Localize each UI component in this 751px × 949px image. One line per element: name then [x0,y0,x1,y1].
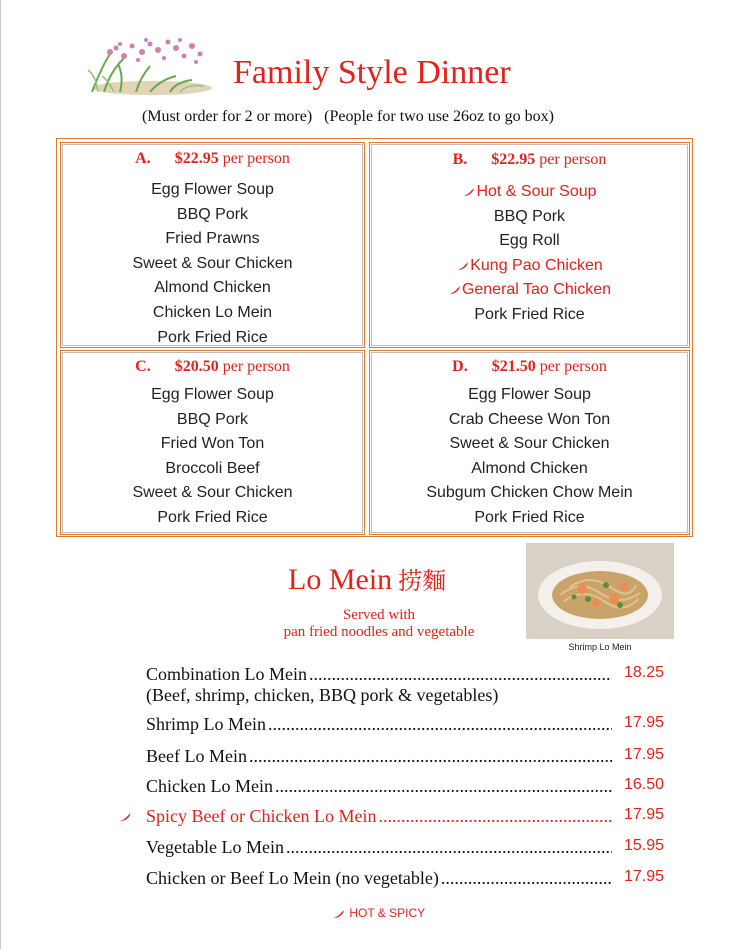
chili-pepper-icon [118,812,132,822]
dinner-item: Sweet & Sour Chicken [132,484,293,502]
menu-item-row [146,776,666,797]
menu-item-row [146,714,666,735]
dinner-item: Hot & Sour Soup [370,180,689,205]
family-dinner-grid [56,138,693,537]
lo-mein-description: Served with pan fried noodles and vegetable [283,607,475,640]
dinner-items [370,180,689,328]
menu-item-row [146,664,666,706]
dinner-item: BBQ Pork [176,205,249,223]
leader-dots [309,664,612,685]
dinner-box-header: B. $22.95 per person [452,151,607,168]
dinner-box-header: D. $21.50 per person [452,358,607,375]
dinner-item: Chicken Lo Mein [152,303,273,321]
dinner-item: Fried Prawns [165,230,260,248]
menu-item-name: Shrimp Lo Mein [146,714,266,734]
chili-pepper-icon [332,909,345,919]
menu-item-note: (Beef, shrimp, chicken, BBQ pork & vegetables) [146,685,499,705]
menu-item-row [146,837,666,858]
dinner-item: Egg Flower Soup [468,386,591,403]
chili-pepper-icon [448,285,461,295]
menu-item-name: Vegetable Lo Mein [146,837,284,857]
dinner-item: Subgum Chicken Chow Mein [426,484,633,502]
menu-item-row [146,868,666,889]
dinner-box-header: A. $22.95 per person [135,150,290,167]
leader-dots [268,714,612,735]
menu-item-price: 16.50 [624,776,665,793]
menu-item-name: Chicken Lo Mein [146,776,273,796]
dinner-item: Sweet & Sour Chicken [132,254,293,272]
dinner-box-d [369,350,690,535]
leader-dots [249,746,612,767]
page-title: Family Style Dinner [233,54,511,91]
photo-caption: Shrimp Lo Mein [568,642,632,652]
dinner-item: Kung Pao Chicken [370,254,689,279]
dinner-item: Almond Chicken [471,459,588,477]
dinner-items [370,383,689,531]
chili-pepper-icon [462,187,475,197]
dinner-item: BBQ Pork [176,410,249,428]
leader-dots [286,837,612,858]
leader-dots [275,776,612,797]
dinner-item: Pork Fried Rice [157,328,268,346]
dinner-item: General Tao Chicken [370,278,689,303]
menu-item-price: 17.95 [624,868,665,885]
dinner-box-a [60,142,365,348]
leader-dots [441,868,612,889]
page-subtitle: (Must order for 2 or more) (People for two use 26oz to go box) [142,108,554,125]
lo-mein-title: Lo Mein 捞麵 [288,563,447,596]
menu-item-price: 18.25 [624,664,665,681]
dinner-item: Pork Fried Rice [474,305,585,323]
menu-item-price: 17.95 [624,806,665,823]
dinner-item: Pork Fried Rice [474,508,585,526]
lo-mein-chinese-title: 捞麵 [398,567,447,595]
dinner-item: Egg Flower Soup [151,386,274,403]
menu-item-name: Chicken or Beef Lo Mein (no vegetable) [146,868,439,888]
dinner-item: Broccoli Beef [165,459,260,477]
dinner-item: Fried Won Ton [160,435,265,453]
menu-item-price: 17.95 [624,714,665,731]
dinner-item: Pork Fried Rice [157,508,268,526]
dinner-item: Almond Chicken [154,279,271,297]
menu-item-name: Spicy Beef or Chicken Lo Mein [146,806,377,826]
dinner-items [61,383,364,531]
dinner-box-header: C. $20.50 per person [135,358,290,375]
dinner-item: Egg Roll [499,232,560,250]
menu-item-price: 15.95 [624,837,665,854]
dinner-box-b [369,142,690,348]
dinner-item: Egg Flower Soup [151,181,274,198]
dinner-item: Crab Cheese Won Ton [448,410,611,428]
menu-item-name: Beef Lo Mein [146,746,247,766]
dinner-items [61,178,364,350]
menu-item-price: 17.95 [624,746,665,763]
page-edge [0,0,1,949]
leader-dots [378,806,612,827]
dinner-item: Sweet & Sour Chicken [449,435,610,453]
chili-pepper-icon [456,261,469,271]
legend: HOT & SPICY [332,906,425,920]
dinner-box-c [60,350,365,535]
dinner-item: BBQ Pork [493,207,566,225]
flower-illustration [80,36,216,96]
menu-item-row [146,806,666,827]
shrimp-lo-mein-photo [526,543,674,639]
menu-item-name: Combination Lo Mein [146,664,307,684]
menu-item-row [146,746,666,767]
